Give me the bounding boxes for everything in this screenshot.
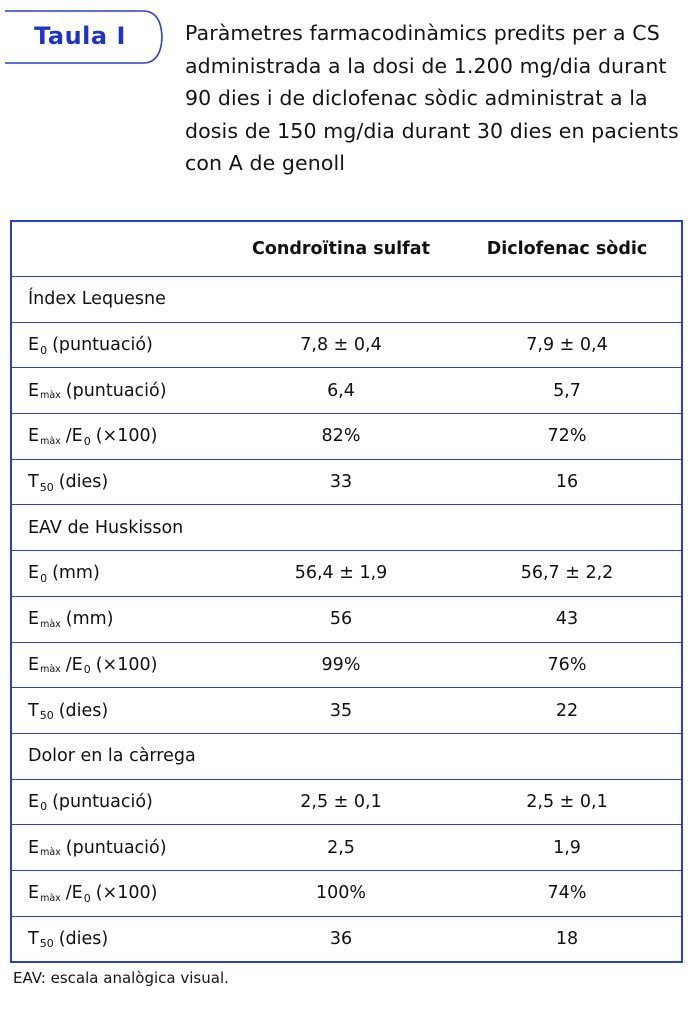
parameter-subscript: màx (40, 892, 61, 904)
table-row (12, 367, 681, 413)
section-header-row (12, 504, 681, 550)
parameter-unit: /E (65, 654, 83, 675)
parameter-unit: /E (65, 883, 83, 904)
parameter-multiplier: (×100) (95, 654, 158, 675)
caption-line: administrada a la dosi de 1.200 mg/dia durant (185, 53, 667, 78)
section-header-row (12, 276, 681, 322)
chondroitin-value: 35 (329, 700, 353, 721)
chondroitin-value: 99% (321, 654, 361, 675)
diclofenac-value: 7,9 ± 0,4 (526, 335, 608, 356)
diclofenac-value: 16 (555, 472, 579, 493)
parameter-unit: (puntuació) (52, 791, 153, 812)
chondroitin-value: 56 (329, 609, 353, 630)
diclofenac-value: 56,7 ± 2,2 (520, 563, 614, 584)
chondroitin-value: 2,5 (327, 837, 355, 858)
parameter-subscript: 0 (83, 663, 91, 677)
parameter-unit: (mm) (65, 609, 114, 630)
table-header (0, 0, 700, 200)
table-row (12, 322, 681, 368)
parameter-label (28, 688, 228, 733)
table-caption (185, 17, 690, 180)
chondroitin-value: 6,4 (327, 380, 355, 401)
chondroitin-value: 82% (321, 426, 361, 447)
table-number-label: Taula I (34, 22, 126, 50)
diclofenac-value: 18 (555, 928, 579, 949)
caption-line: 90 dies i de diclofenac sòdic administrat a la (185, 86, 648, 110)
column-header-diclofenac: Diclofenac sòdic (486, 239, 648, 259)
table-footnote: EAV: escala analògica visual. (13, 969, 229, 987)
parameter-symbol: E (28, 609, 40, 630)
column-header-parameter (28, 222, 228, 276)
diclofenac-value: 2,5 ± 0,1 (526, 791, 608, 812)
parameter-symbol: E (28, 883, 40, 904)
chondroitin-value: 36 (329, 928, 353, 949)
chondroitin-value: 7,8 ± 0,4 (300, 335, 382, 356)
parameter-symbol: T (28, 700, 39, 721)
table-row (12, 596, 681, 642)
parameter-subscript: 50 (39, 709, 54, 723)
chondroitin-value: 100% (315, 883, 367, 904)
diclofenac-value: 43 (555, 609, 579, 630)
parameter-label (28, 460, 228, 505)
table-row (12, 824, 681, 870)
parameter-symbol: E (28, 791, 40, 812)
section-header-row (12, 733, 681, 779)
section-title: EAV de Huskisson (28, 517, 184, 538)
parameter-label (28, 825, 228, 870)
column-header-chondroitin: Condroïtina sulfat (252, 239, 430, 259)
parameter-multiplier: (×100) (95, 426, 158, 447)
parameter-subscript: 50 (39, 937, 54, 951)
table-row (12, 642, 681, 688)
parameter-symbol: T (28, 928, 39, 949)
table-row (12, 550, 681, 596)
diclofenac-value: 72% (547, 426, 587, 447)
parameter-subscript: màx (40, 664, 61, 676)
table-row (12, 779, 681, 825)
table-row (12, 687, 681, 733)
section-title: Índex Lequesne (28, 289, 166, 310)
caption-line: Paràmetres farmacodinàmics predits per a CS (185, 21, 660, 45)
parameter-symbol: E (28, 380, 40, 401)
parameter-multiplier: (×100) (95, 883, 158, 904)
diclofenac-value: 1,9 (553, 837, 581, 858)
parameter-label (28, 871, 228, 916)
parameter-unit: (dies) (58, 928, 109, 949)
parameter-unit: /E (65, 426, 83, 447)
parameter-label (28, 643, 228, 688)
parameter-subscript: 0 (40, 343, 48, 357)
parameter-label (28, 597, 228, 642)
parameter-label (28, 551, 228, 596)
parameter-subscript: 0 (83, 891, 91, 905)
parameter-subscript: màx (40, 390, 61, 402)
parameter-subscript: 50 (39, 480, 54, 494)
parameter-unit: (puntuació) (65, 837, 167, 858)
parameter-symbol: E (28, 654, 40, 675)
parameter-symbol: E (28, 837, 40, 858)
table-row (12, 916, 681, 962)
parameter-subscript: màx (40, 618, 61, 630)
table-column-headers (12, 222, 681, 276)
parameter-symbol: E (28, 335, 40, 356)
parameter-label (28, 368, 228, 413)
chondroitin-value: 2,5 ± 0,1 (300, 791, 382, 812)
section-title: Dolor en la càrrega (28, 746, 196, 767)
caption-line: dosis de 150 mg/dia durant 30 dies en pacients (185, 118, 679, 143)
parameter-label (28, 323, 228, 368)
caption-line: con A de genoll (185, 151, 346, 175)
pharmacodynamics-table (10, 220, 683, 963)
parameter-subscript: 0 (40, 571, 48, 585)
chondroitin-value: 33 (329, 472, 353, 493)
parameter-symbol: T (28, 472, 39, 493)
parameter-unit: (mm) (52, 563, 100, 584)
parameter-unit: (puntuació) (52, 335, 153, 356)
table-row (12, 870, 681, 916)
diclofenac-value: 5,7 (553, 380, 581, 401)
parameter-symbol: E (28, 426, 40, 447)
parameter-subscript: 0 (40, 800, 48, 814)
diclofenac-value: 74% (547, 883, 587, 904)
parameter-label (28, 917, 228, 962)
parameter-unit: (dies) (58, 472, 109, 493)
chondroitin-value: 56,4 ± 1,9 (294, 563, 388, 584)
table-number-tab (5, 10, 163, 62)
parameter-unit: (dies) (58, 700, 109, 721)
table-row (12, 459, 681, 505)
parameter-symbol: E (28, 563, 40, 584)
parameter-subscript: màx (40, 435, 61, 447)
parameter-unit: (puntuació) (65, 380, 167, 401)
diclofenac-value: 22 (555, 700, 579, 721)
parameter-label (28, 780, 228, 825)
table-row (12, 413, 681, 459)
parameter-label (28, 414, 228, 459)
diclofenac-value: 76% (547, 654, 587, 675)
parameter-subscript: màx (40, 847, 61, 859)
parameter-subscript: 0 (83, 434, 91, 448)
